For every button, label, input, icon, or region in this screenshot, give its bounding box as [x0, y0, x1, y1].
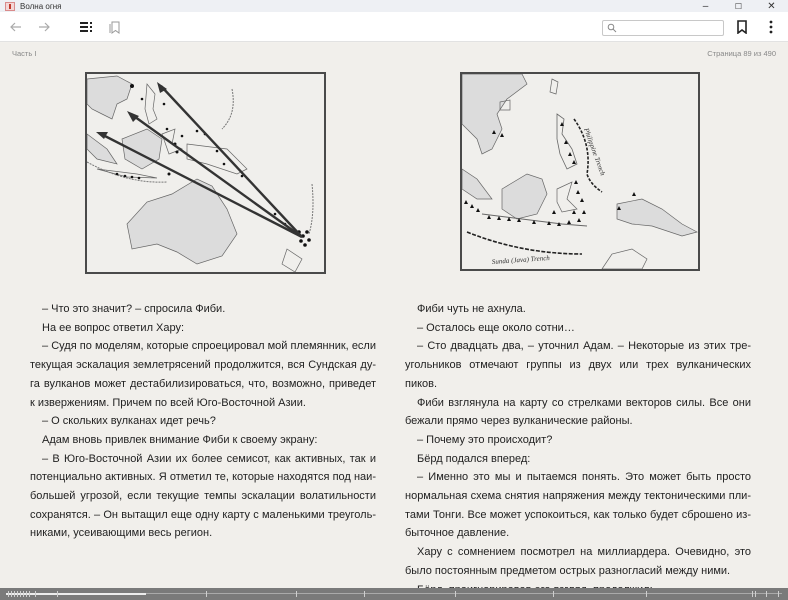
paragraph: – В Юго-Восточной Азии их более семисот, как активных, так и потенциально активных. Я отметил те, которые находятся под наибольшей угрозой, если текущие темпы эскалации волатильности сохранятся. – Он вытащил еще одну карту с маленькими треугольниками, усеивающими весь регион. — [30, 452, 376, 540]
progress-fill — [6, 593, 146, 595]
paragraph: Адам вновь привлек внимание Фиби к своему экрану: — [42, 433, 318, 446]
toolbar — [0, 12, 788, 42]
maximize-button[interactable]: ☐ — [734, 1, 743, 11]
arrow-left-icon — [9, 20, 23, 34]
arrow-right-icon — [37, 20, 51, 34]
paragraph: Фиби чуть не ахнула. — [417, 303, 526, 315]
map-force-vectors — [85, 72, 326, 274]
paragraph: – Что это значит? – спросила Фиби. — [42, 303, 226, 315]
table-of-contents-button[interactable] — [76, 17, 96, 37]
minimize-button[interactable]: – — [702, 0, 709, 12]
more-vertical-icon — [769, 20, 773, 34]
search-input[interactable] — [621, 23, 721, 33]
paragraph: – Судя по моделям, которые спроецировал мой племянник, если текущая эскалация землетрясений продолжится, вся Сундская дуга вулканов может дестабилизироваться, что, возможно, приведет к извержениям. Причем по всей Юго-Восточной Азии. — [30, 340, 376, 409]
page-indicator: Страница 89 из 490 — [707, 49, 776, 58]
paragraph: Бёрд подался вперед: — [417, 452, 531, 465]
search-icon — [607, 23, 617, 33]
title-bar — [0, 0, 788, 12]
paragraph: – Осталось еще около сотни… — [417, 321, 575, 334]
window-controls — [689, 0, 788, 12]
list-icon — [79, 20, 93, 34]
app-icon — [5, 2, 15, 11]
bookmarks-icon — [108, 20, 122, 34]
sunda-trench-label: Sunda (Java) Trench — [491, 253, 551, 266]
paragraph: – Именно это мы и пытаемся понять. Это может быть просто нормальная схема снятия напряжения между тектоническими плитами Тонги. Все может успокоиться, как только будет сброшено избыточное давление. — [405, 471, 751, 540]
paragraph: Хару с сомнением посмотрел на миллиардера. Очевидно, это было постоянным предметом острых разногласий между ними. — [405, 546, 751, 577]
paragraph: – О скольких вулканах идет речь? — [42, 415, 216, 428]
left-page-text — [30, 300, 376, 543]
back-button[interactable] — [6, 17, 26, 37]
map-force-vectors-image — [87, 74, 324, 272]
reader-area — [0, 43, 788, 588]
paragraph: – Сто двадцать два, – уточнил Адам. – Некоторые из этих треугольников отмечают группы из двух или трех вулканических пиков. — [405, 340, 751, 390]
reading-progress-slider[interactable] — [0, 588, 788, 600]
section-title: Часть I — [12, 49, 37, 58]
map-volcanoes — [460, 72, 700, 271]
search-box[interactable] — [602, 20, 724, 36]
philippine-trench-label: Philippine Trench — [582, 126, 607, 177]
paragraph: На ее вопрос ответил Хару: — [42, 321, 185, 334]
close-button[interactable]: ✕ — [767, 0, 776, 12]
map-volcanoes-image — [462, 74, 698, 269]
bookmark-icon — [736, 20, 748, 34]
window-title: Волна огня — [20, 1, 62, 11]
paragraph: – Почему это происходит? — [417, 433, 553, 446]
paragraph: Фиби взглянула на карту со стрелками векторов силы. Все они бежали прямо через вулканические районы. — [405, 396, 751, 428]
bookmark-button[interactable] — [732, 17, 752, 37]
right-page-text — [405, 300, 751, 599]
forward-button[interactable] — [34, 17, 54, 37]
more-options-button[interactable] — [761, 17, 781, 37]
bookmarks-list-button[interactable] — [105, 17, 125, 37]
